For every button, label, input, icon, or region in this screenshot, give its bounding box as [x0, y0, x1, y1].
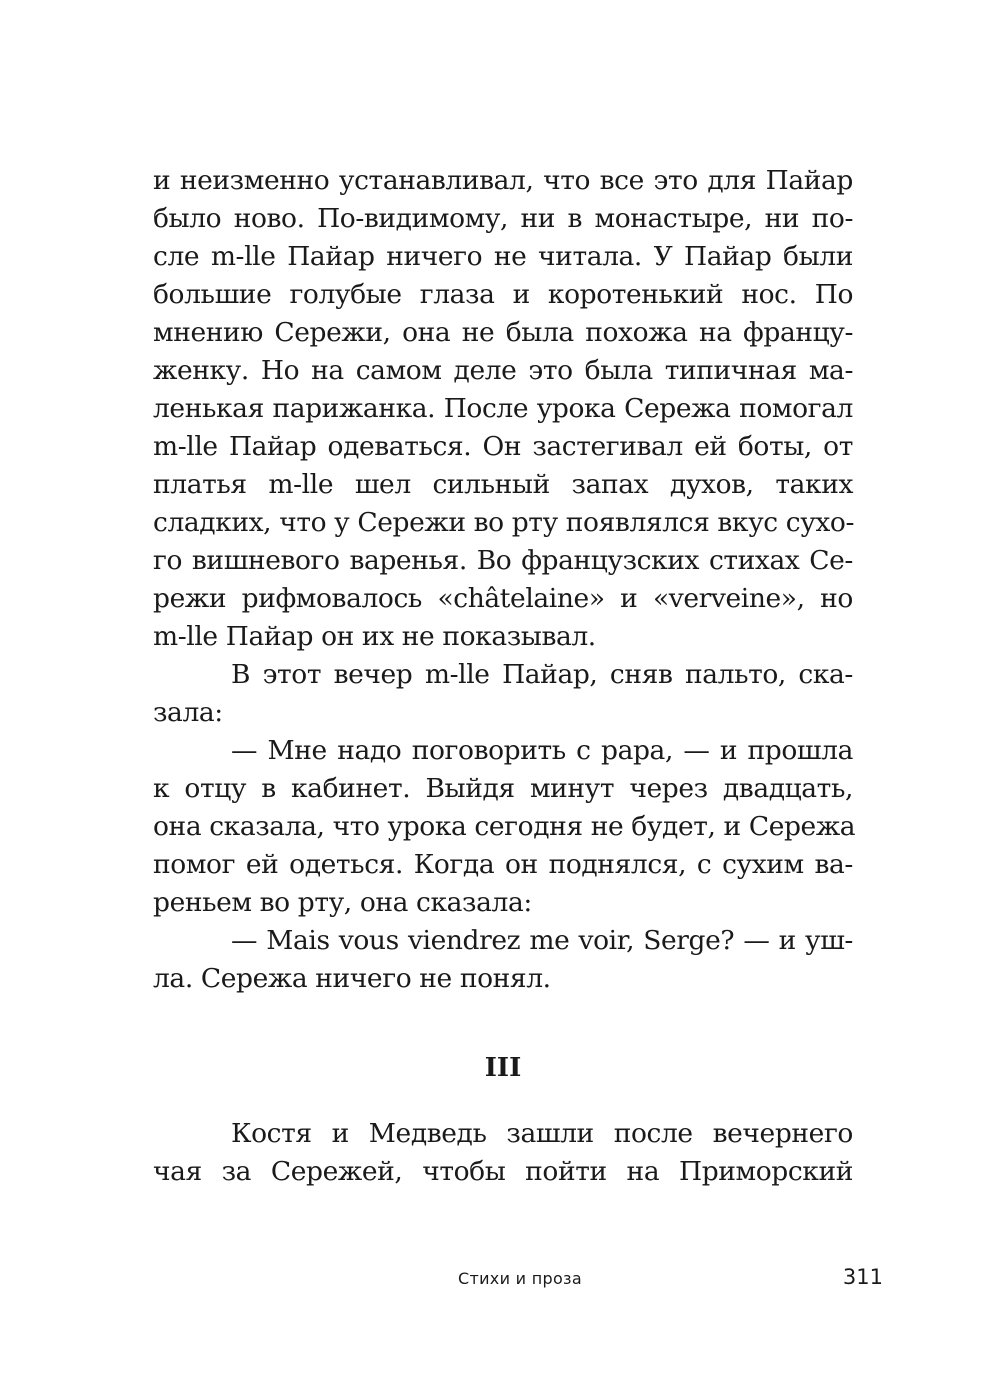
text-line: было ново. По-видимому, ни в монастыре, ни по- [153, 203, 853, 234]
page-number: 311 [842, 1265, 883, 1289]
text-line: платья m-lle шел сильный запах духов, таких [153, 469, 853, 500]
text-line: ленькая парижанка. После урока Сережа помогал [153, 393, 853, 424]
text-line: женку. Но на самом деле это была типичная ма- [153, 355, 853, 386]
text-line: сладких, что у Сережи во рту появлялся вкус сухо- [153, 507, 855, 538]
text-line: ла. Сережа ничего не понял. [153, 963, 551, 994]
text-line: — Mais vous viendrez me voir, Serge? — и уш- [231, 925, 853, 956]
text-line: Костя и Медведь зашли после вечернего [231, 1118, 853, 1149]
section-text [153, 1115, 853, 1191]
text-line: к отцу в кабинет. Выйдя минут через двадцать, [153, 773, 853, 804]
running-footer-title: Стихи и проза [458, 1269, 582, 1288]
text-line: зала: [153, 697, 223, 728]
text-line: она сказала, что урока сегодня не будет, и Сережа [153, 811, 856, 842]
text-line: В этот вечер m-lle Пайар, сняв пальто, ска- [231, 659, 853, 690]
text-line: большие голубые глаза и коротенький нос. По [153, 279, 853, 310]
text-line: мнению Сережи, она не была похожа на францу- [153, 317, 853, 348]
text-line: m-lle Пайар он их не показывал. [153, 621, 596, 652]
section-heading: III [484, 1053, 522, 1083]
text-line: помог ей одеться. Когда он поднялся, с сухим ва- [153, 849, 853, 880]
text-line: режи рифмовалось «châtelaine» и «verveine», но [153, 583, 853, 614]
text-line: чая за Сережей, чтобы пойти на Приморский [153, 1156, 853, 1187]
text-line: — Мне надо поговорить с papa, — и прошла [231, 735, 853, 766]
text-line: реньем во рту, она сказала: [153, 887, 532, 918]
text-line: сле m-lle Пайар ничего не читала. У Пайар были [153, 241, 853, 272]
text-line: и неизменно устанавливал, что все это для Пайар [153, 165, 853, 196]
text-line: го вишневого варенья. Во французских стихах Се- [153, 545, 853, 576]
text-line: m-lle Пайар одеваться. Он застегивал ей боты, от [153, 431, 853, 462]
body-text [153, 162, 856, 998]
